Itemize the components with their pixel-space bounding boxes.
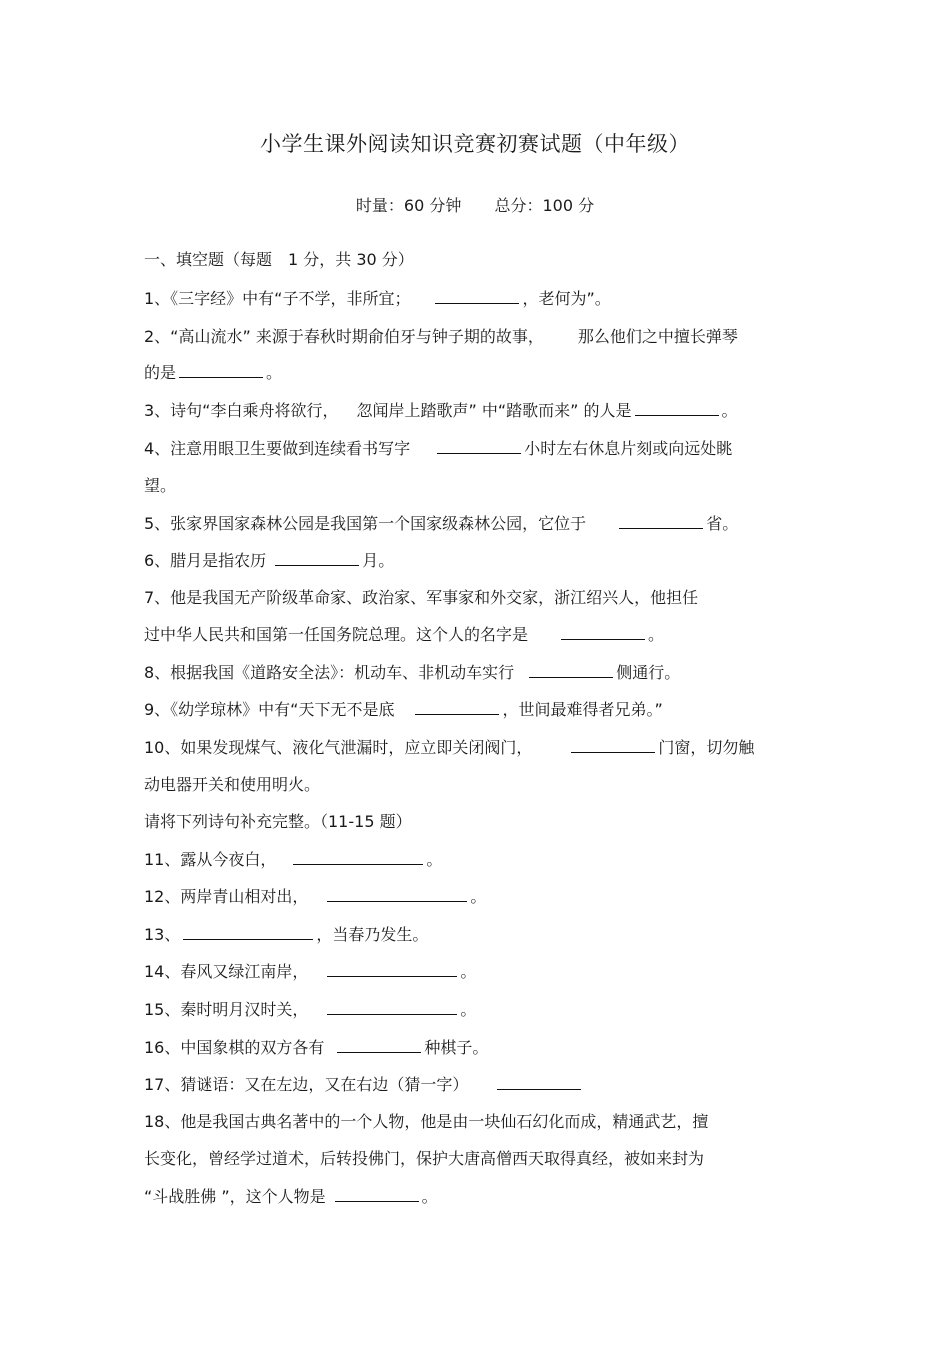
question-9 — [144, 699, 663, 721]
exam-info — [0, 193, 950, 216]
question-text: 11、露从今夜白， — [144, 850, 277, 869]
answer-blank[interactable] — [179, 363, 263, 378]
question-text: 。 — [721, 401, 738, 420]
poem-instructions: 请将下列诗句补充完整。（11-15 题） — [144, 812, 412, 831]
question-18-cont: 长变化，曾经学过道术，后转投佛门，保护大唐高僧西天取得真经，被如来封为 — [144, 1149, 705, 1168]
question-text: 种棋子。 — [424, 1038, 489, 1057]
question-1 — [144, 288, 611, 310]
question-7: 7、他是我国无产阶级革命家、政治家、军事家和外交家，浙江绍兴人，他担任 — [144, 588, 699, 607]
answer-blank[interactable] — [435, 289, 519, 304]
question-13 — [144, 924, 428, 946]
question-text: 月。 — [362, 551, 395, 570]
answer-blank[interactable] — [327, 1000, 457, 1015]
question-18-end — [144, 1186, 438, 1208]
answer-blank[interactable] — [619, 514, 703, 529]
answer-blank[interactable] — [183, 925, 313, 940]
answer-blank[interactable] — [337, 1038, 421, 1053]
question-text: 。 — [648, 625, 665, 644]
question-12 — [144, 886, 486, 908]
question-14 — [144, 961, 476, 983]
question-3 — [144, 400, 738, 422]
question-text: 侧通行。 — [616, 663, 681, 682]
question-text: 过中华人民共和国第一任国务院总理。这个人的名字是 — [144, 625, 529, 644]
question-text: 6、腊月是指农历 — [144, 551, 267, 570]
question-text: ，世间最难得者兄弟。” — [502, 700, 663, 719]
question-4-cont: 望。 — [144, 476, 177, 495]
question-2 — [144, 326, 738, 348]
question-text: 那么他们之中擅长弹琴 — [577, 327, 738, 346]
answer-blank[interactable] — [327, 887, 467, 902]
answer-blank[interactable] — [327, 962, 457, 977]
question-text: 。 — [426, 850, 443, 869]
question-text: 17、猜谜语：又在左边，又在右边（猜一字） — [144, 1075, 469, 1094]
question-text: 4、注意用眼卫生要做到连续看书写字 — [144, 439, 411, 458]
question-7-cont — [144, 624, 664, 646]
question-17 — [144, 1074, 584, 1096]
answer-blank[interactable] — [635, 401, 719, 416]
question-5 — [144, 513, 738, 535]
question-10-cont: 动电器开关和使用明火。 — [144, 775, 321, 794]
question-text: 2、“高山流水” 来源于春秋时期俞伯牙与钟子期的故事， — [144, 327, 544, 346]
question-text: ，老何为”。 — [522, 289, 611, 308]
section-heading: 一、填空题（每题 1 分，共 30 分） — [144, 250, 414, 269]
question-text: 。 — [470, 887, 487, 906]
question-text: 9、《幼学琼林》中有“天下无不是底 — [144, 700, 395, 719]
question-text: 门窗，切勿触 — [658, 738, 755, 757]
question-text: 10、如果发现煤气、液化气泄漏时，应立即关闭阀门， — [144, 738, 533, 757]
answer-blank[interactable] — [293, 850, 423, 865]
question-text: 16、中国象棋的双方各有 — [144, 1038, 325, 1057]
time-limit: 时量：60 分钟 — [355, 196, 462, 215]
question-16 — [144, 1037, 488, 1059]
answer-blank[interactable] — [437, 439, 521, 454]
question-6 — [144, 550, 394, 572]
answer-blank[interactable] — [335, 1187, 419, 1202]
question-text: 的是 — [144, 363, 177, 382]
answer-blank[interactable] — [415, 700, 499, 715]
question-text: 。 — [266, 363, 283, 382]
question-text: 小时左右休息片刻或向远处眺 — [524, 439, 733, 458]
question-8 — [144, 662, 680, 684]
question-text: 1、《三字经》中有“子不学，非所宜； — [144, 289, 411, 308]
question-text: 省。 — [706, 514, 739, 533]
question-text: 8、根据我国《道路安全法》：机动车、非机动车实行 — [144, 663, 515, 682]
answer-blank[interactable] — [529, 663, 613, 678]
question-text: ，当春乃发生。 — [316, 925, 429, 944]
page-title: 小学生课外阅读知识竞赛初赛试题（中年级） — [260, 132, 690, 156]
question-text: 忽闻岸上踏歌声” 中“踏歌而来” 的人是 — [356, 401, 632, 420]
question-text: 13、 — [144, 925, 181, 944]
question-text: 14、春风又绿江南岸， — [144, 962, 309, 981]
question-text: 。 — [460, 962, 477, 981]
question-10 — [144, 737, 754, 759]
question-4 — [144, 438, 732, 460]
question-2-cont — [144, 362, 282, 384]
question-text: 。 — [460, 1000, 477, 1019]
question-text: 5、张家界国家森林公园是我国第一个国家级森林公园，它位于 — [144, 514, 587, 533]
question-18: 18、他是我国古典名著中的一个人物，他是由一块仙石幻化而成，精通武艺，擅 — [144, 1112, 709, 1131]
answer-blank[interactable] — [571, 738, 655, 753]
total-score: 总分：100 分 — [494, 196, 595, 215]
question-15 — [144, 999, 476, 1021]
answer-blank[interactable] — [275, 551, 359, 566]
question-text: 3、诗句“李白乘舟将欲行， — [144, 401, 339, 420]
question-text: 12、两岸青山相对出， — [144, 887, 309, 906]
answer-blank[interactable] — [497, 1075, 581, 1090]
question-text: 。 — [421, 1187, 438, 1206]
answer-blank[interactable] — [561, 625, 645, 640]
question-text: 15、秦时明月汉时关， — [144, 1000, 309, 1019]
question-11 — [144, 849, 442, 871]
question-text: “斗战胜佛 ”，这个人物是 — [144, 1187, 326, 1206]
